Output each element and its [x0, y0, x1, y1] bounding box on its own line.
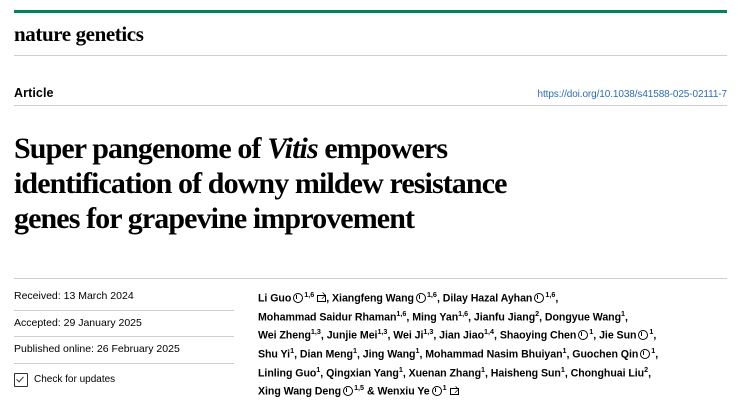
- author-line-5: [258, 364, 728, 383]
- author-separator: ,: [648, 367, 652, 380]
- received-date: Received: 13 March 2024: [14, 288, 234, 311]
- orcid-icon[interactable]: [534, 293, 544, 303]
- author-name[interactable]: Wei Zheng: [258, 329, 311, 342]
- affiliation-marker: 2: [644, 364, 649, 374]
- author-name[interactable]: , Xuenan Zhang: [402, 367, 481, 380]
- author-name[interactable]: , Haisheng Sun: [485, 367, 561, 380]
- author-name[interactable]: , Dongyue Wang: [539, 311, 622, 324]
- author-line-6: [258, 382, 728, 401]
- orcid-icon[interactable]: [640, 349, 650, 359]
- orcid-icon[interactable]: [343, 386, 353, 396]
- page-title: [14, 132, 714, 236]
- affiliation-marker: 1,3: [423, 327, 434, 337]
- author-separator: ,: [655, 348, 659, 361]
- doi-link[interactable]: https://doi.org/10.1038/s41588-025-02111-7: [537, 89, 727, 100]
- affiliation-marker: 1: [651, 346, 656, 356]
- author-separator: ,: [555, 292, 559, 305]
- author-line-4: [258, 345, 728, 364]
- affiliation-marker: 1: [560, 364, 565, 374]
- author-name[interactable]: Linling Guo: [258, 367, 317, 380]
- author-name[interactable]: , Mohammad Nasim Bhuiyan: [419, 348, 563, 361]
- affiliation-marker: 1: [316, 364, 321, 374]
- author-name[interactable]: , Jie Sun: [593, 329, 637, 342]
- affiliation-marker: 1,4: [484, 327, 495, 337]
- affiliation-marker: 1,3: [377, 327, 388, 337]
- orcid-icon[interactable]: [416, 293, 426, 303]
- affiliation-marker: 1,6: [396, 308, 407, 318]
- author-line-3: [258, 326, 728, 345]
- affiliation-marker: 1,6: [426, 290, 437, 299]
- checkmark-icon: [14, 373, 28, 387]
- author-name[interactable]: , Chonghuai Liu: [564, 367, 645, 380]
- author-name[interactable]: , Xiangfeng Wang: [326, 292, 414, 305]
- author-name[interactable]: , Dian Meng: [294, 348, 353, 361]
- author-name[interactable]: Shu Yi: [258, 348, 291, 361]
- affiliation-marker: 1: [562, 346, 567, 356]
- affiliation-marker: 2: [535, 308, 540, 318]
- orcid-icon[interactable]: [432, 386, 442, 396]
- author-name[interactable]: , Jing Wang: [356, 348, 416, 361]
- divider-under-article-type: [14, 105, 727, 106]
- divider-above-metadata: [14, 278, 727, 279]
- affiliation-marker: 1: [352, 346, 357, 356]
- author-name[interactable]: , Junjie Mei: [320, 329, 378, 342]
- author-name[interactable]: , Dilay Hazal Ayhan: [436, 292, 533, 305]
- brand-top-rule: [14, 10, 727, 13]
- author-name[interactable]: Mohammad Saidur Rhaman: [258, 311, 397, 324]
- affiliation-marker: 1: [398, 364, 403, 374]
- author-list: [258, 289, 728, 401]
- affiliation-marker: 1,3: [310, 327, 321, 337]
- author-name[interactable]: Xing Wang Deng: [258, 385, 342, 398]
- affiliation-marker: 1,5: [354, 383, 365, 393]
- affiliation-marker: 1,6: [458, 308, 469, 318]
- author-name[interactable]: , Qingxian Yang: [320, 367, 399, 380]
- author-name[interactable]: , Shaoying Chen: [494, 329, 577, 342]
- author-name[interactable]: , Jianfu Jiang: [468, 311, 536, 324]
- title-part-1b: empowers: [317, 132, 448, 166]
- title-part-2: identification of downy mildew resistance: [14, 166, 507, 200]
- author-line-2: [258, 308, 728, 327]
- affiliation-marker: 1: [290, 346, 295, 356]
- title-italic-vitis: Vitis: [267, 132, 318, 166]
- publication-dates: [14, 288, 234, 387]
- affiliation-marker: 1: [442, 383, 447, 393]
- author-name[interactable]: , Ming Yan: [406, 311, 459, 324]
- journal-name: nature genetics: [14, 22, 144, 46]
- published-date: Published online: 26 February 2025: [14, 337, 234, 364]
- author-name[interactable]: , Wei Ji: [387, 329, 424, 342]
- affiliation-marker: 1: [481, 364, 485, 374]
- author-separator: ,: [625, 311, 628, 324]
- check-for-updates-label: Check for updates: [34, 373, 116, 385]
- affiliation-marker: 1: [415, 346, 420, 356]
- author-name[interactable]: Li Guo: [258, 292, 292, 305]
- article-type-label: Article: [14, 86, 54, 100]
- email-icon[interactable]: [317, 295, 326, 302]
- article-type-row: [14, 86, 727, 100]
- author-line-1: [258, 289, 728, 308]
- divider-under-journal: [14, 55, 727, 56]
- orcid-icon[interactable]: [638, 330, 648, 340]
- accepted-date: Accepted: 29 January 2025: [14, 311, 234, 338]
- check-for-updates[interactable]: [14, 364, 234, 387]
- orcid-icon[interactable]: [293, 293, 303, 303]
- affiliation-marker: 1: [621, 308, 626, 318]
- author-name[interactable]: , Jian Jiao: [433, 329, 485, 342]
- author-name[interactable]: & Wenxiu Ye: [364, 385, 430, 398]
- author-name[interactable]: , Guochen Qin: [566, 348, 639, 361]
- orcid-icon[interactable]: [578, 330, 588, 340]
- affiliation-marker: 1: [649, 327, 654, 337]
- title-part-1: Super pangenome of: [14, 132, 268, 166]
- title-part-3: genes for grapevine improvement: [14, 201, 415, 235]
- email-icon[interactable]: [450, 388, 459, 395]
- affiliation-marker: 1: [589, 327, 594, 337]
- author-separator: ,: [653, 329, 657, 342]
- affiliation-marker: 1,6: [304, 290, 315, 299]
- affiliation-marker: 1,6: [545, 290, 556, 299]
